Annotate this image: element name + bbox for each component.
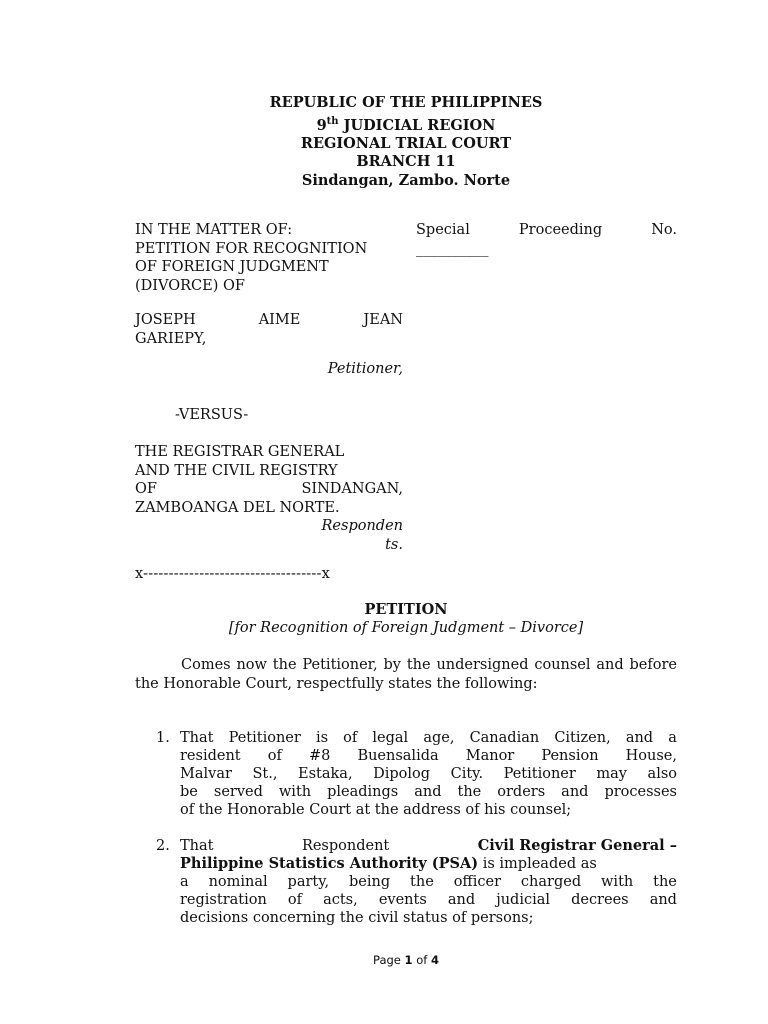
respondents-label: Responden: [321, 518, 403, 534]
case-caption: [135, 221, 403, 348]
header-location: Sindangan, Zambo. Norte: [301, 171, 511, 189]
header-branch: BRANCH 11: [356, 153, 456, 171]
header-rtc: REGIONAL TRIAL COURT: [300, 134, 512, 152]
intro-paragraph: Comes now the Petitioner, by the undersigned counsel and before the Honorable Court, respectfully states the following:: [135, 657, 677, 692]
petitioner-name: JOSEPH AIME JEAN: [135, 312, 403, 328]
header-republic: REPUBLIC OF THE PHILIPPINES: [269, 94, 543, 111]
special-proceeding: Special Proceeding No. __________: [416, 222, 677, 257]
document-subtitle: [for Recognition of Foreign Judgment – Divorce]: [228, 620, 584, 636]
caption-foreign: OF FOREIGN JUDGMENT: [135, 259, 329, 275]
page-footer: Page 1 of 4: [373, 953, 439, 967]
petitioner-name-line2: GARIEPY,: [135, 330, 207, 347]
petitioner-label: Petitioner,: [327, 361, 403, 377]
court-header: [0, 94, 768, 190]
case-number-blank: __________: [416, 240, 489, 257]
paragraph-2: 2. That Respondent Civil Registrar General – Philippine Statistics Authority (PSA) is impleaded as a nominal party, being the officer charged with the registration of acts, events and judicial decrees and decisions concerning the civil status of persons;: [156, 837, 677, 926]
versus: -VERSUS-: [175, 407, 249, 423]
document-title: PETITION: [364, 601, 448, 618]
respondents: THE REGISTRAR GENERAL AND THE CIVIL REGISTRY OF SINDANGAN, ZAMBOANGA DEL NORTE. Responden ts.: [135, 444, 403, 553]
caption-separator: x-----------------------------------x: [135, 566, 330, 582]
caption-divorce: (DIVORCE) OF: [135, 277, 245, 294]
caption-petition: PETITION FOR RECOGNITION: [135, 240, 368, 257]
paragraph-1: 1. That Petitioner is of legal age, Canadian Citizen, and a resident of #8 Buensalida Manor Pension House, Malvar St., Estaka, Dipolog City. Petitioner may also be served with pleadings and the orders and processes of the Honorable Court at the address of his counsel;: [156, 730, 677, 818]
header-judicial-region: 9th JUDICIAL REGION: [316, 115, 496, 134]
caption-matter: IN THE MATTER OF:: [135, 222, 293, 238]
